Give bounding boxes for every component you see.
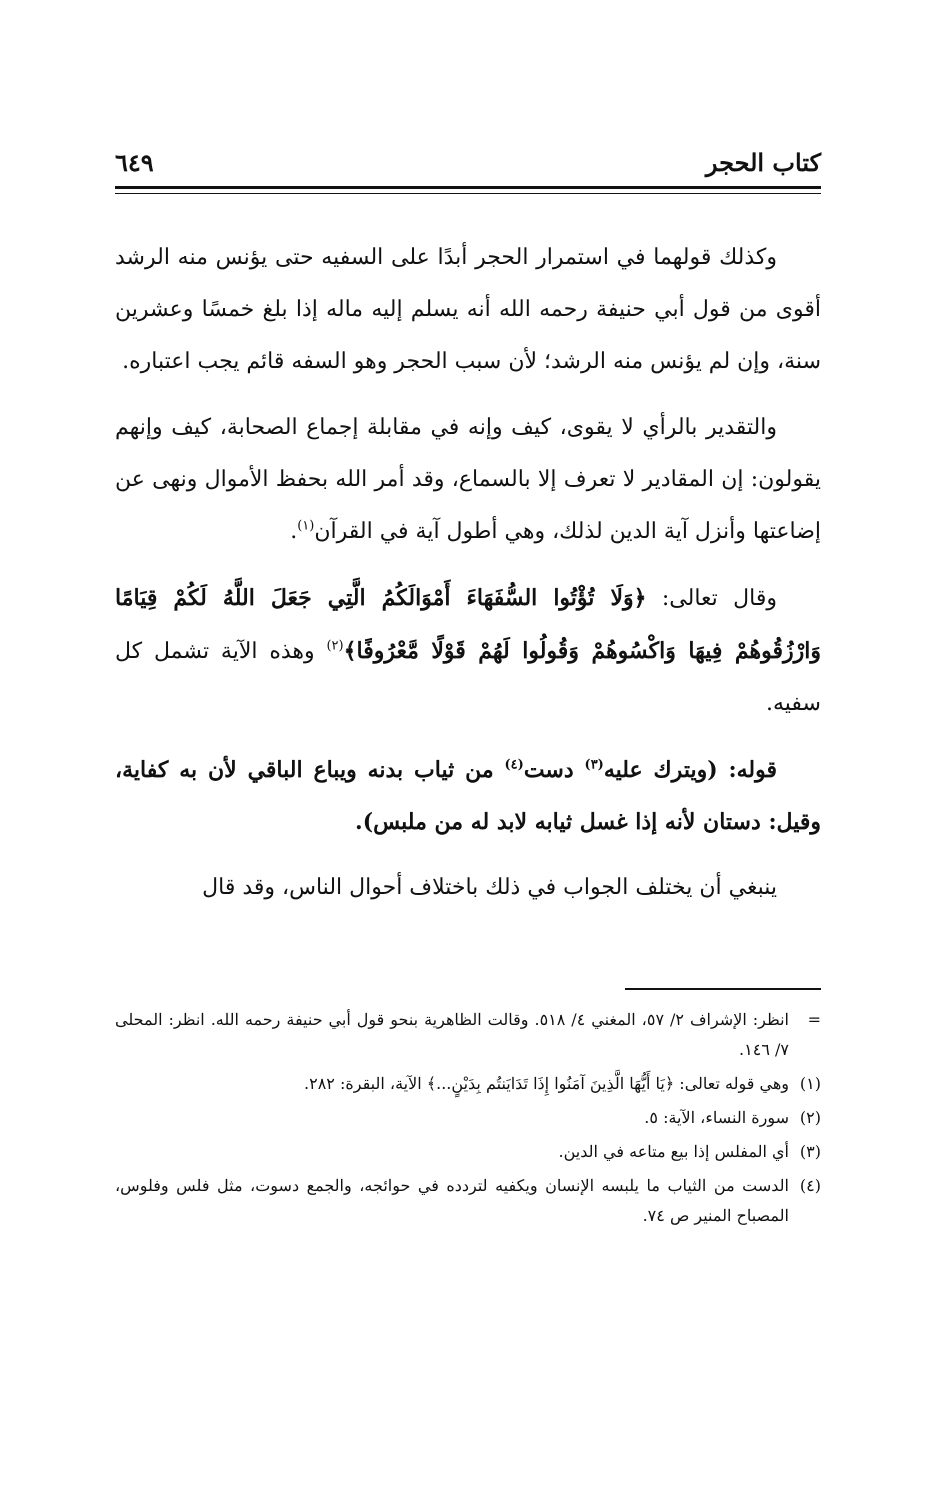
page-number: ٦٤٩ [115,148,154,177]
footnote-mark: (١) [799,1074,821,1093]
paragraph-5 [115,862,821,914]
footnote-ref: (٤) [504,757,524,773]
footnote-mark: (٢) [799,1108,821,1127]
footnote-mark: = [807,1010,821,1029]
footnote-mark: (٤) [799,1176,821,1195]
paragraph-1 [115,232,821,388]
paragraph-2 [115,402,821,558]
paragraph-tail: من ثياب بدنه ويباع الباقي لأن به كفاية، وقيل: دستان لأنه إذا غسل ثيابه لابد له من ملبس). [115,757,821,835]
footnote-4 [115,1171,821,1231]
header-rule-thick [115,186,821,189]
footnote-3 [115,1137,821,1167]
paragraph-text: وكذلك قولهما في استمرار الحجر أبدًا على السفيه حتى يؤنس منه الرشد أقوى من قول أبي حنيفة رحمه الله أنه يسلم إليه ماله إذا بلغ خمسًا وعشرين سنة، وإن لم يؤنس منه الرشد؛ لأن سبب الحجر وهو السفه قائم يجب اعتباره. [115,245,821,374]
book-title: كتاب الحجر [705,148,821,177]
paragraph-3 [115,572,821,730]
footnote-1 [115,1069,821,1099]
footnote-text: سورة النساء، الآية: ٥. [644,1108,789,1127]
footnote-separator [625,988,821,990]
paragraph-lead: وقال تعالى: [646,586,777,611]
footnote-text: أي المفلس إذا بيع متاعه في الدين. [558,1142,789,1161]
footnote-ref: (٣) [584,757,604,773]
paragraph-mid: دست [523,757,585,783]
footnote-ref: (٢) [326,638,344,654]
header-rule-thin [115,193,821,194]
paragraph-tail: . [290,519,298,544]
paragraph-text: ينبغي أن يختلف الجواب في ذلك باختلاف أحوال الناس، وقد قال [202,875,777,900]
paragraph-text: والتقدير بالرأي لا يقوى، كيف وإنه في مقابلة إجماع الصحابة، كيف وإنهم يقولون: إن المقادير لا تعرف إلا بالسماع، وقد أمر الله بحفظ الأموال ونهى عن إضاعتها وأنزل آية الدين لذلك، وهي أطول آية في القرآن [115,415,821,544]
footnote-text: وهي قوله تعالى: ﴿يَا أَيُّهَا الَّذِينَ آمَنُوا إِذَا تَدَايَنتُم بِدَيْنٍ...﴾ الآية، البقرة: ٢٨٢. [304,1074,789,1093]
quran-verse: ﴿وَلَا تُؤْتُوا السُّفَهَاءَ أَمْوَالَكُمُ الَّتِي جَعَلَ اللَّهُ لَكُمْ قِيَامًا وَارْزُقُوهُمْ فِيهَا وَاكْسُوهُمْ وَقُولُوا لَهُمْ قَوْلًا مَّعْرُوفًا﴾ [115,585,821,664]
footnote-text: الدست من الثياب ما يلبسه الإنسان ويكفيه لتردده في حوائجه، والجمع دسوت، مثل فلس وفلوس، المصباح المنير ص ٧٤. [115,1176,789,1225]
footnotes [115,1005,821,1235]
paragraph-tail: وهذه الآية تشمل كل سفيه. [115,639,821,716]
footnote-ref: (١) [297,518,315,534]
footnote-2 [115,1103,821,1133]
footnote-continuation [115,1005,821,1065]
footnote-text: انظر: الإشراف ٢/ ٥٧، المغني ٤/ ٥١٨. وقالت الظاهرية بنحو قول أبي حنيفة رحمه الله. انظر: المحلى ٧/ ١٤٦. [115,1010,789,1059]
paragraph-4-matn [115,744,821,848]
main-text [115,232,821,928]
footnote-mark: (٣) [799,1142,821,1161]
page-header [115,140,821,180]
paragraph-lead: قوله: (ويترك عليه [603,757,777,783]
